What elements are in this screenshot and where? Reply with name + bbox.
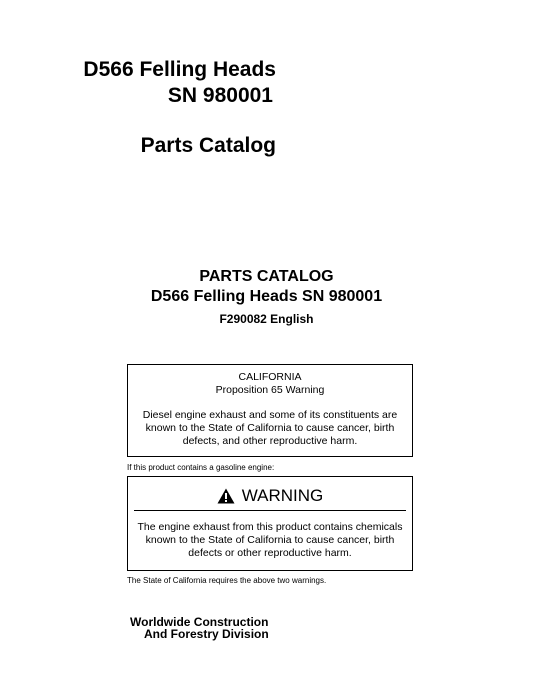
california-prop65-box bbox=[127, 364, 413, 457]
cover-title-line1: D566 Felling Heads bbox=[83, 58, 276, 81]
prop65-text-line: known to the State of California to cause cancer, birth bbox=[145, 422, 395, 434]
catalog-subheading: D566 Felling Heads SN 980001 bbox=[150, 288, 383, 305]
warning-box bbox=[127, 476, 413, 571]
warning-triangle-icon bbox=[217, 488, 235, 504]
warning-text-line: The engine exhaust from this product contains chemicals bbox=[137, 521, 403, 533]
prop65-text-line: defects, and other reproductive harm. bbox=[182, 435, 358, 447]
catalog-number: F290082 English bbox=[219, 312, 314, 326]
warning-text-line: defects or other reproductive harm. bbox=[188, 547, 352, 559]
prop65-text bbox=[136, 409, 404, 448]
gasoline-note: If this product contains a gasoline engine: bbox=[127, 463, 275, 472]
prop65-text-line: Diesel engine exhaust and some of its constituents are bbox=[142, 409, 398, 421]
california-label: CALIFORNIA bbox=[238, 371, 302, 383]
state-note: The State of California requires the above two warnings. bbox=[127, 576, 327, 585]
prop65-label: Proposition 65 Warning bbox=[215, 384, 325, 396]
warning-text-line: known to the State of California to cause cancer, birth bbox=[145, 534, 395, 546]
cover-title-line3: Parts Catalog bbox=[140, 134, 276, 157]
division-line1: Worldwide Construction bbox=[130, 615, 269, 629]
cover-title-line2: SN 980001 bbox=[167, 84, 273, 107]
warning-text bbox=[136, 521, 404, 560]
warning-heading-text: WARNING bbox=[241, 486, 324, 505]
warning-heading bbox=[134, 482, 406, 511]
catalog-heading: PARTS CATALOG bbox=[199, 268, 334, 285]
division-line2: And Forestry Division bbox=[144, 627, 269, 641]
